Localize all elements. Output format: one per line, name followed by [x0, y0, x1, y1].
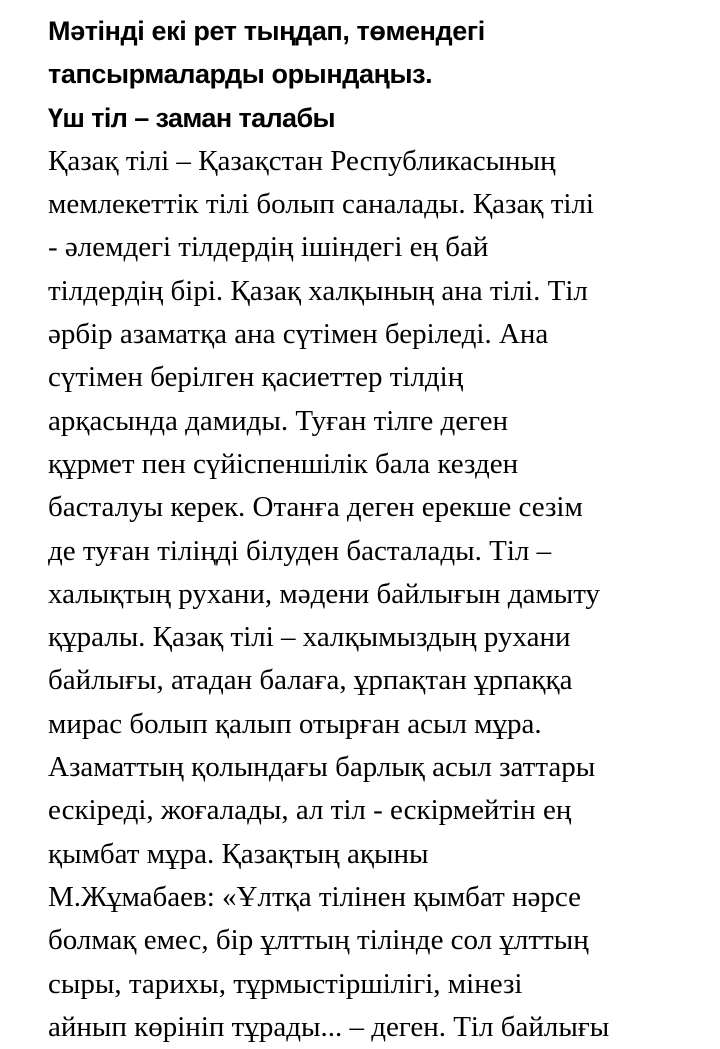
task-instruction	[48, 10, 708, 97]
body-line: мемлекеттік тілі болып саналады. Қазақ тілі	[48, 188, 594, 221]
instruction-line: тапсырмаларды орындаңыз.	[48, 59, 433, 90]
body-line: халықтың рухани, мәдени байлығын дамыту	[48, 577, 601, 610]
body-line: Қазақ тілі – Қазақстан Республикасының	[48, 144, 556, 177]
body-line: мирас болып қалып отырған асыл мұра.	[48, 707, 542, 740]
body-line: байлығы, атадан балаға, ұрпақтан ұрпаққа	[48, 664, 573, 697]
body-line: болмақ емес, бір ұлттың тілінде сол ұлттың	[48, 924, 589, 957]
body-line: әрбір азаматқа ана сүтімен беріледі. Ана	[48, 318, 549, 351]
instruction-line: Мәтінді екі рет тыңдап, төмендегі	[48, 16, 485, 46]
body-line: тілдердің бірі. Қазақ халқының ана тілі. Тіл	[48, 274, 588, 307]
body-line: қымбат мұра. Қазақтың ақыны	[48, 837, 429, 870]
body-line: Азаматтың қолындағы барлық асыл заттары	[48, 751, 596, 784]
title-line: Үш тіл – заман талабы	[48, 102, 335, 133]
body-text	[48, 140, 708, 1049]
body-line: айнып көрініп тұрады... – деген. Тіл байлығы	[48, 1010, 610, 1043]
body-line: ескіреді, жоғалады, ал тіл - ескірмейтін ең	[48, 794, 572, 827]
document-page	[48, 10, 708, 1049]
text-title	[48, 97, 708, 140]
body-line: сыры, тарихы, тұрмыстіршілігі, мінезі	[48, 967, 523, 1000]
body-line: басталуы керек. Отанға деген ерекше сезім	[48, 491, 583, 524]
body-line: сүтімен берілген қасиеттер тілдің	[48, 361, 464, 394]
body-line: - әлемдегі тілдердің ішіндегі ең бай	[48, 231, 489, 264]
body-line: құрмет пен сүйіспеншілік бала кезден	[48, 447, 519, 480]
body-line: құралы. Қазақ тілі – халқымыздың рухани	[48, 621, 571, 654]
body-line: М.Жұмабаев: «Ұлтқа тілінен қымбат нәрсе	[48, 880, 581, 913]
body-line: арқасында дамиды. Туған тілге деген	[48, 404, 508, 437]
body-line: де туған тіліңді білуден басталады. Тіл –	[48, 534, 552, 567]
